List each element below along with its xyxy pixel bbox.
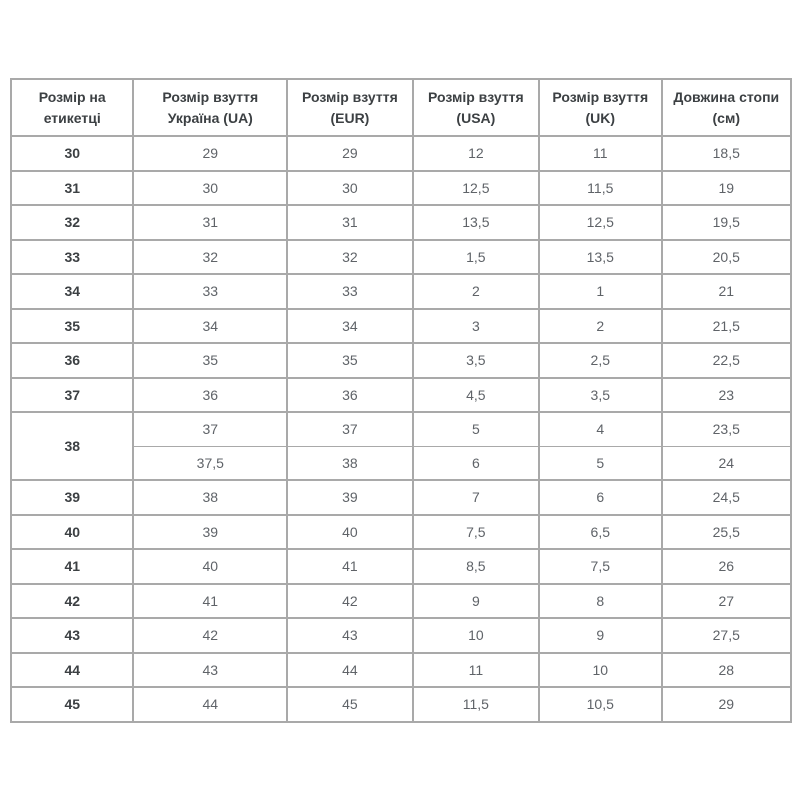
table-cell: 10	[539, 653, 661, 688]
row-label-cell: 41	[11, 549, 133, 584]
table-cell: 6	[539, 480, 661, 515]
table-cell: 38	[133, 480, 287, 515]
table-row	[11, 171, 791, 206]
table-cell: 2	[539, 309, 661, 344]
table-cell: 2	[413, 274, 539, 309]
table-row	[11, 274, 791, 309]
table-cell: 25,5	[662, 515, 792, 550]
table-cell: 1	[539, 274, 661, 309]
table-cell: 3,5	[539, 378, 661, 413]
table-cell: 9	[413, 584, 539, 619]
table-cell: 6,5	[539, 515, 661, 550]
table-cell: 21	[662, 274, 792, 309]
table-row	[11, 412, 791, 446]
table-row	[11, 515, 791, 550]
row-label-cell: 38	[11, 412, 133, 480]
row-label-cell: 34	[11, 274, 133, 309]
table-cell: 40	[133, 549, 287, 584]
row-label-cell: 42	[11, 584, 133, 619]
table-cell: 24,5	[662, 480, 792, 515]
table-cell: 11	[413, 653, 539, 688]
row-label-cell: 33	[11, 240, 133, 275]
table-cell: 34	[287, 309, 413, 344]
table-cell: 29	[133, 136, 287, 171]
table-cell: 1,5	[413, 240, 539, 275]
table-row	[11, 549, 791, 584]
table-cell: 4,5	[413, 378, 539, 413]
table-cell: 22,5	[662, 343, 792, 378]
table-cell: 12,5	[413, 171, 539, 206]
table-container	[10, 78, 792, 723]
table-cell: 21,5	[662, 309, 792, 344]
table-cell: 10,5	[539, 687, 661, 722]
table-cell: 30	[133, 171, 287, 206]
col-header-eur-size: Розмір взуття (EUR)	[287, 79, 413, 136]
col-header-usa-size: Розмір взуття (USA)	[413, 79, 539, 136]
table-cell: 9	[539, 618, 661, 653]
table-cell: 23	[662, 378, 792, 413]
table-cell: 31	[287, 205, 413, 240]
table-row	[11, 584, 791, 619]
table-cell: 27,5	[662, 618, 792, 653]
table-cell: 19,5	[662, 205, 792, 240]
table-cell: 28	[662, 653, 792, 688]
table-cell: 3	[413, 309, 539, 344]
table-cell: 13,5	[539, 240, 661, 275]
table-cell: 32	[133, 240, 287, 275]
table-cell: 42	[133, 618, 287, 653]
table-cell: 11,5	[413, 687, 539, 722]
table-cell: 36	[287, 378, 413, 413]
table-header-row	[11, 79, 791, 136]
table-cell: 12,5	[539, 205, 661, 240]
table-cell: 23,5	[662, 412, 792, 446]
table-cell: 39	[287, 480, 413, 515]
table-cell: 41	[287, 549, 413, 584]
table-cell: 26	[662, 549, 792, 584]
table-cell: 5	[539, 446, 661, 480]
table-cell: 40	[287, 515, 413, 550]
table-cell: 8,5	[413, 549, 539, 584]
table-cell: 30	[287, 171, 413, 206]
table-cell: 27	[662, 584, 792, 619]
table-cell: 37,5	[133, 446, 287, 480]
table-row	[11, 687, 791, 722]
table-cell: 7,5	[539, 549, 661, 584]
row-label-cell: 44	[11, 653, 133, 688]
table-cell: 41	[133, 584, 287, 619]
table-cell: 45	[287, 687, 413, 722]
table-cell: 3,5	[413, 343, 539, 378]
col-header-label-size: Розмір на етикетці	[11, 79, 133, 136]
table-cell: 4	[539, 412, 661, 446]
table-cell: 36	[133, 378, 287, 413]
table-row	[11, 653, 791, 688]
table-row	[11, 378, 791, 413]
table-cell: 44	[133, 687, 287, 722]
table-cell: 43	[287, 618, 413, 653]
table-cell: 13,5	[413, 205, 539, 240]
table-cell: 39	[133, 515, 287, 550]
table-row	[11, 309, 791, 344]
row-label-cell: 31	[11, 171, 133, 206]
table-cell: 37	[287, 412, 413, 446]
table-cell: 29	[287, 136, 413, 171]
row-label-cell: 45	[11, 687, 133, 722]
table-cell: 6	[413, 446, 539, 480]
table-cell: 11,5	[539, 171, 661, 206]
row-label-cell: 40	[11, 515, 133, 550]
table-cell: 7,5	[413, 515, 539, 550]
col-header-uk-size: Розмір взуття (UK)	[539, 79, 661, 136]
table-cell: 42	[287, 584, 413, 619]
row-label-cell: 36	[11, 343, 133, 378]
table-cell: 38	[287, 446, 413, 480]
table-cell: 2,5	[539, 343, 661, 378]
table-cell: 35	[287, 343, 413, 378]
table-row	[11, 240, 791, 275]
table-cell: 19	[662, 171, 792, 206]
table-cell: 20,5	[662, 240, 792, 275]
table-row	[11, 618, 791, 653]
row-label-cell: 35	[11, 309, 133, 344]
table-cell: 8	[539, 584, 661, 619]
table-row	[11, 343, 791, 378]
table-row	[11, 136, 791, 171]
row-label-cell: 32	[11, 205, 133, 240]
row-label-cell: 30	[11, 136, 133, 171]
table-cell: 7	[413, 480, 539, 515]
table-header	[11, 79, 791, 136]
table-cell: 43	[133, 653, 287, 688]
row-label-cell: 37	[11, 378, 133, 413]
table-row	[11, 205, 791, 240]
table-cell: 10	[413, 618, 539, 653]
table-cell: 18,5	[662, 136, 792, 171]
table-cell: 29	[662, 687, 792, 722]
row-label-cell: 43	[11, 618, 133, 653]
row-label-cell: 39	[11, 480, 133, 515]
col-header-ua-size: Розмір взуття Україна (UA)	[133, 79, 287, 136]
table-cell: 37	[133, 412, 287, 446]
table-cell: 11	[539, 136, 661, 171]
table-row	[11, 480, 791, 515]
table-cell: 12	[413, 136, 539, 171]
table-cell: 44	[287, 653, 413, 688]
table-body	[11, 136, 791, 722]
table-cell: 5	[413, 412, 539, 446]
shoe-size-conversion-table	[10, 78, 792, 723]
table-cell: 35	[133, 343, 287, 378]
table-cell: 24	[662, 446, 792, 480]
col-header-foot-length: Довжина стопи (см)	[662, 79, 792, 136]
table-cell: 33	[133, 274, 287, 309]
table-cell: 32	[287, 240, 413, 275]
table-cell: 33	[287, 274, 413, 309]
table-cell: 31	[133, 205, 287, 240]
table-cell: 34	[133, 309, 287, 344]
